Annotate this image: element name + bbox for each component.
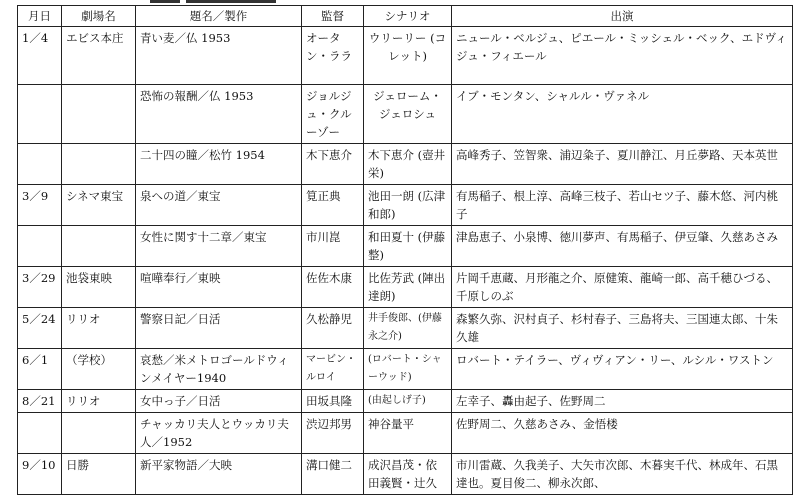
theater-cell [62,85,136,144]
theater-cell: 池袋東映 [62,267,136,308]
title-cell: 女中っ子／日活 [136,390,302,413]
title-cell: 青い麦／仏 1953 [136,27,302,85]
table-row [18,308,793,349]
cast-cell: 有馬稲子、根上淳、高峰三枝子、若山セツ子、藤木悠、河内桃子 [452,185,793,226]
scenario-cell: 比佐芳武 (陣出達朗) [364,267,452,308]
director-cell: 木下恵介 [302,144,364,185]
table-row [18,85,793,144]
title-cell: 恐怖の報酬／仏 1953 [136,85,302,144]
header-scenario: シナリオ [364,6,452,27]
table-row [18,413,793,454]
title-cell: 哀愁／米メトロゴールドウィンメイヤー1940 [136,349,302,390]
screening-table [17,5,793,495]
table-row [18,185,793,226]
table-row [18,267,793,308]
theater-cell: （学校） [62,349,136,390]
table-row [18,144,793,185]
date-cell: 6／1 [18,349,62,390]
scenario-cell: ジェローム・ジェロシュ [364,85,452,144]
scenario-cell: 木下恵介 (壺井栄) [364,144,452,185]
theater-cell [62,413,136,454]
cast-cell: 片岡千恵蔵、月形龍之介、原健策、龍崎一郎、高千穂ひづる、千原しのぶ [452,267,793,308]
table-row [18,349,793,390]
cast-cell: ニュール・ベルジュ、ピエール・ミッシェル・ベック、エドヴィジュ・フィエール [452,27,793,85]
scenario-cell: ウリーリー (コレット) [364,27,452,85]
table-row [18,226,793,267]
cast-cell: 森繁久弥、沢村貞子、杉村春子、三島将夫、三国連太郎、十朱久雄 [452,308,793,349]
cast-cell: 津島恵子、小泉博、徳川夢声、有馬稲子、伊豆肇、久慈あさみ [452,226,793,267]
title-cell: チャッカリ夫人とウッカリ夫人／1952 [136,413,302,454]
title-cell: 女性に関す十二章／東宝 [136,226,302,267]
title-cell: 二十四の瞳／松竹 1954 [136,144,302,185]
header-theater: 劇場名 [62,6,136,27]
date-cell: 8／21 [18,390,62,413]
director-cell: 久松静児 [302,308,364,349]
date-cell [18,144,62,185]
director-cell: オータン・ララ [302,27,364,85]
theater-cell: シネマ東宝 [62,185,136,226]
table-row [18,390,793,413]
director-cell: 筧正典 [302,185,364,226]
header-director: 監督 [302,6,364,27]
cast-cell: ロバート・テイラー、ヴィヴィアン・リー、ルシル・ワストン [452,349,793,390]
table-row [18,27,793,85]
header-cast: 出演 [452,6,793,27]
header-row [18,6,793,27]
director-cell: 佐佐木康 [302,267,364,308]
scenario-cell: 池田一朗 (広津和郎) [364,185,452,226]
cast-cell: 左幸子、轟由起子、佐野周二 [452,390,793,413]
date-cell: 3／29 [18,267,62,308]
date-cell: 1／4 [18,27,62,85]
date-cell [18,85,62,144]
theater-cell: エビス本庄 [62,27,136,85]
cast-cell: 高峰秀子、笠智衆、浦辺粂子、夏川静江、月丘夢路、天本英世 [452,144,793,185]
cast-cell: 市川雷蔵、久我美子、大矢市次郎、木暮実千代、林成年、石黒達也。夏目俊二、柳永次郎、 [452,454,793,495]
director-cell: マービン・ルロイ [302,349,364,390]
scenario-cell: (由起しげ子) [364,390,452,413]
header-date: 月日 [18,6,62,27]
director-cell: 渋辺邦男 [302,413,364,454]
title-cell: 新平家物語／大映 [136,454,302,495]
title-cell: 泉への道／東宝 [136,185,302,226]
title-cell: 警察日記／日活 [136,308,302,349]
date-cell [18,226,62,267]
cast-cell: イブ・モンタン、シャルル・ヴァネル [452,85,793,144]
director-cell: 溝口健二 [302,454,364,495]
scenario-cell: 和田夏十 (伊藤整) [364,226,452,267]
title-cell: 喧嘩奉行／東映 [136,267,302,308]
date-cell: 5／24 [18,308,62,349]
theater-cell [62,144,136,185]
theater-cell [62,226,136,267]
director-cell: 田坂具隆 [302,390,364,413]
director-cell: ジョルジュ・クルーゾー [302,85,364,144]
cast-cell: 佐野周二、久慈あさみ、金悟楼 [452,413,793,454]
theater-cell: リリオ [62,390,136,413]
scenario-cell: (ロバート・シャーウッド) [364,349,452,390]
date-cell: 3／9 [18,185,62,226]
date-cell: 9／10 [18,454,62,495]
theater-cell: 日勝 [62,454,136,495]
director-cell: 市川崑 [302,226,364,267]
table-row [18,454,793,495]
scenario-cell: 成沢昌茂・依田義賢・辻久 [364,454,452,495]
scenario-cell: 神谷量平 [364,413,452,454]
date-cell [18,413,62,454]
scenario-cell: 井手俊郎、(伊藤永之介) [364,308,452,349]
theater-cell: リリオ [62,308,136,349]
header-title: 題名／製作 [136,6,302,27]
